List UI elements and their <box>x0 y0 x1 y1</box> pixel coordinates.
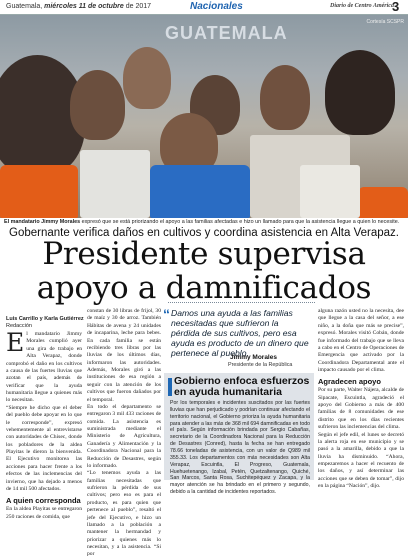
paragraph: alguna razón usted no la necesita, dee que llegue a la casa del señor, a ese niño, a la doña que más se precise”, expresó. Morales visitó Cobán, donde fue informado del trabajo que se lleva a cabo en el Centro de Operaciones de Emergencia que activado por la Coordinadora Departamental ante el impacto causado por el clima. <box>318 308 404 373</box>
byline-names: Luis Carrillo y Karla Gutiérrez <box>6 316 84 322</box>
paragraph: En la aldea Playitas se entregaron 250 raciones de comida, que <box>6 506 82 520</box>
article-column-2 <box>87 308 161 558</box>
quote-mark-icon: “ <box>163 306 170 322</box>
subheading: Agradecen apoyo <box>318 377 381 387</box>
subheading: A quien corresponda <box>6 496 81 506</box>
byline-role: Redacción <box>6 323 32 330</box>
paragraph: Por su parte, Walter Nájera, alcalde de Sipacate, Escuintla, agradeció el apoyo del Gobierno a más de 400 familias de 8 comunidades de ese distrito que en los días recientes sufrieron las inclemencias del clima. <box>318 387 404 431</box>
article-column-4 <box>318 308 404 490</box>
quote-divider <box>168 302 315 303</box>
paragraph: “Lo tenemos ayuda a las familias necesitadas que sufrieron la pérdida de sus cultivos; pero eso es para el producto, es para quien que pertenece al pueblo”, resaltó el jefe del Ejecutivo, e hizo un llamado a la población a mantener la hermandad y priorizar a quienes más lo necesitan, y a la asistencia. “Si por <box>87 470 161 558</box>
paragraph: “Siempre he dicho que el deber del pueblo debe apoyar en lo que le corresponde”, expresó vehementemente al entrevistarse con autoridades de Chisec, donde los pobladores de la aldea Playitas le dieron la bienvenida. El Ejecutivo monitorea las acciones para hacer frente a los efectos de las inclemencias del invierno, que ha dejado a menos de 14 mil 500 afectados. <box>6 404 82 492</box>
publication-name: Diario de Centro América <box>330 3 394 9</box>
paragraph: constan de 30 libras de frijol, 30 de maíz y 30 de arroz. También Hábitas de avena y 24 unidades de incaparina, leche para bebes. En cada familia se están recibiendo tres libras por las lluvias de los últimos días, informaron las autoridades. Además, Morales giró a las instituciones de esa región a seguir con la atención de los cultivos que fueron dañados por el temporal. <box>87 308 161 403</box>
orange-vest <box>0 165 78 218</box>
crowd-figure <box>325 50 395 135</box>
lead-photo <box>0 15 408 218</box>
paragraph-text: l mandatario Jimmy Morales cumplió ayer una gira de trabajo en Alta Verapaz, donde comprobó el daño en los cultivos a causa de las fuertes lluvias que azotan el país, además de verificar que la ayuda humanitaria llegue a quienes más lo necesitan. <box>6 331 82 404</box>
crowd-figure <box>260 65 310 130</box>
headline-line-1: Presidente supervisa <box>42 236 366 272</box>
sidebar-accent-bar <box>168 378 172 396</box>
caption-text: expresó que se está priorizando el apoyo a las familias afectadas e hizo un llamado para que la asistencia llegue a quien lo necesite. <box>81 219 400 225</box>
aid-sack <box>300 165 360 218</box>
photo-caption <box>4 219 404 225</box>
photo-credit: Cortesía SCSPR <box>366 19 404 25</box>
blue-jacket <box>150 165 250 218</box>
date-suffix: de 2017 <box>125 3 152 10</box>
section-name: Nacionales <box>190 1 243 12</box>
sidebar-title: Gobierno enfoca esfuerzos en ayuda humanitaria <box>174 375 310 399</box>
orange-vest <box>358 187 408 218</box>
photo-banner-text: GUATEMALA <box>165 23 288 43</box>
quote-author: Jimmy Morales <box>230 354 277 361</box>
article-kicker: Gobernante verifica daños en cultivos y coordina asistencia en Alta Verapaz. <box>9 227 399 239</box>
date-prefix: Guatemala, <box>6 3 43 10</box>
article-column-1 <box>6 328 82 520</box>
quote-author-role: Presidente de la República <box>228 362 293 368</box>
paragraph: Según el jefe edil, el lunes se decretó la alerta roja en ese municipio y se pasó a la amarilla, debido a que la lluvia ha disminuido. “Ahora, empezaremos a hacer el recuento de los daños, y así determinar las acciones que se deben de tomar”, dijo en la página “Nación”, dijo. <box>318 431 404 490</box>
crowd-figure <box>70 70 125 140</box>
aid-sack <box>80 150 150 218</box>
pull-quote: Damos una ayuda a las familias necesitadas que sufrieron la pérdida de sus cultivos, pero esa ayuda es producto de un dinero que pertenece al pueblo. <box>171 308 309 359</box>
crowd-figure <box>123 47 171 109</box>
page-number: 3 <box>392 0 400 14</box>
drop-cap: E <box>6 328 25 357</box>
sidebar-body: Por los temporales e incidentes suscitados por las fuertes lluvias que han perjudicado y podrían continuar afectando el territorio nacional, el Gobierno prioriza la ayuda humanitaria para atender a las más de 368 mil 694 damnificadas en todo el país. Según información brindada por Sergio Cabañas, secretario de la Coordinadora Nacional para la Reducción de Desastres (Conred), hasta la fecha se han entregado 78.66 toneladas de asistencia, con un valor de Q989 mil 355.33. Los departamentos con más necesidades son Alta Verapaz, Escuintla, El Progreso, Guatemala, Huehuetenango, Izabal, Petén, Quetzaltenango, Quiché, San Marcos, Santa Rosa, Suchitepéquez y Zacapa, y la mayor atención se ha brindado en el primero y segundo, debido a la cantidad de incidentes reportados. <box>170 400 310 496</box>
caption-bold: El mandatario Jimmy Morales <box>4 219 81 225</box>
paragraph <box>6 328 82 405</box>
page-header <box>0 0 408 15</box>
headline-line-2: apoyo a damnificados <box>36 270 372 306</box>
issue-date <box>6 3 151 10</box>
paragraph: En todo el departamento se entregaron 3 mil 433 raciones de comida. La asistencia es suministrada mediante el Ministerio de Agricultura, Ganadería y Alimentación y la Coordinadora Nacional para la Reducción de Desastres, según lo informado. <box>87 403 161 469</box>
date-bold: miércoles 11 de octubre <box>44 3 124 10</box>
